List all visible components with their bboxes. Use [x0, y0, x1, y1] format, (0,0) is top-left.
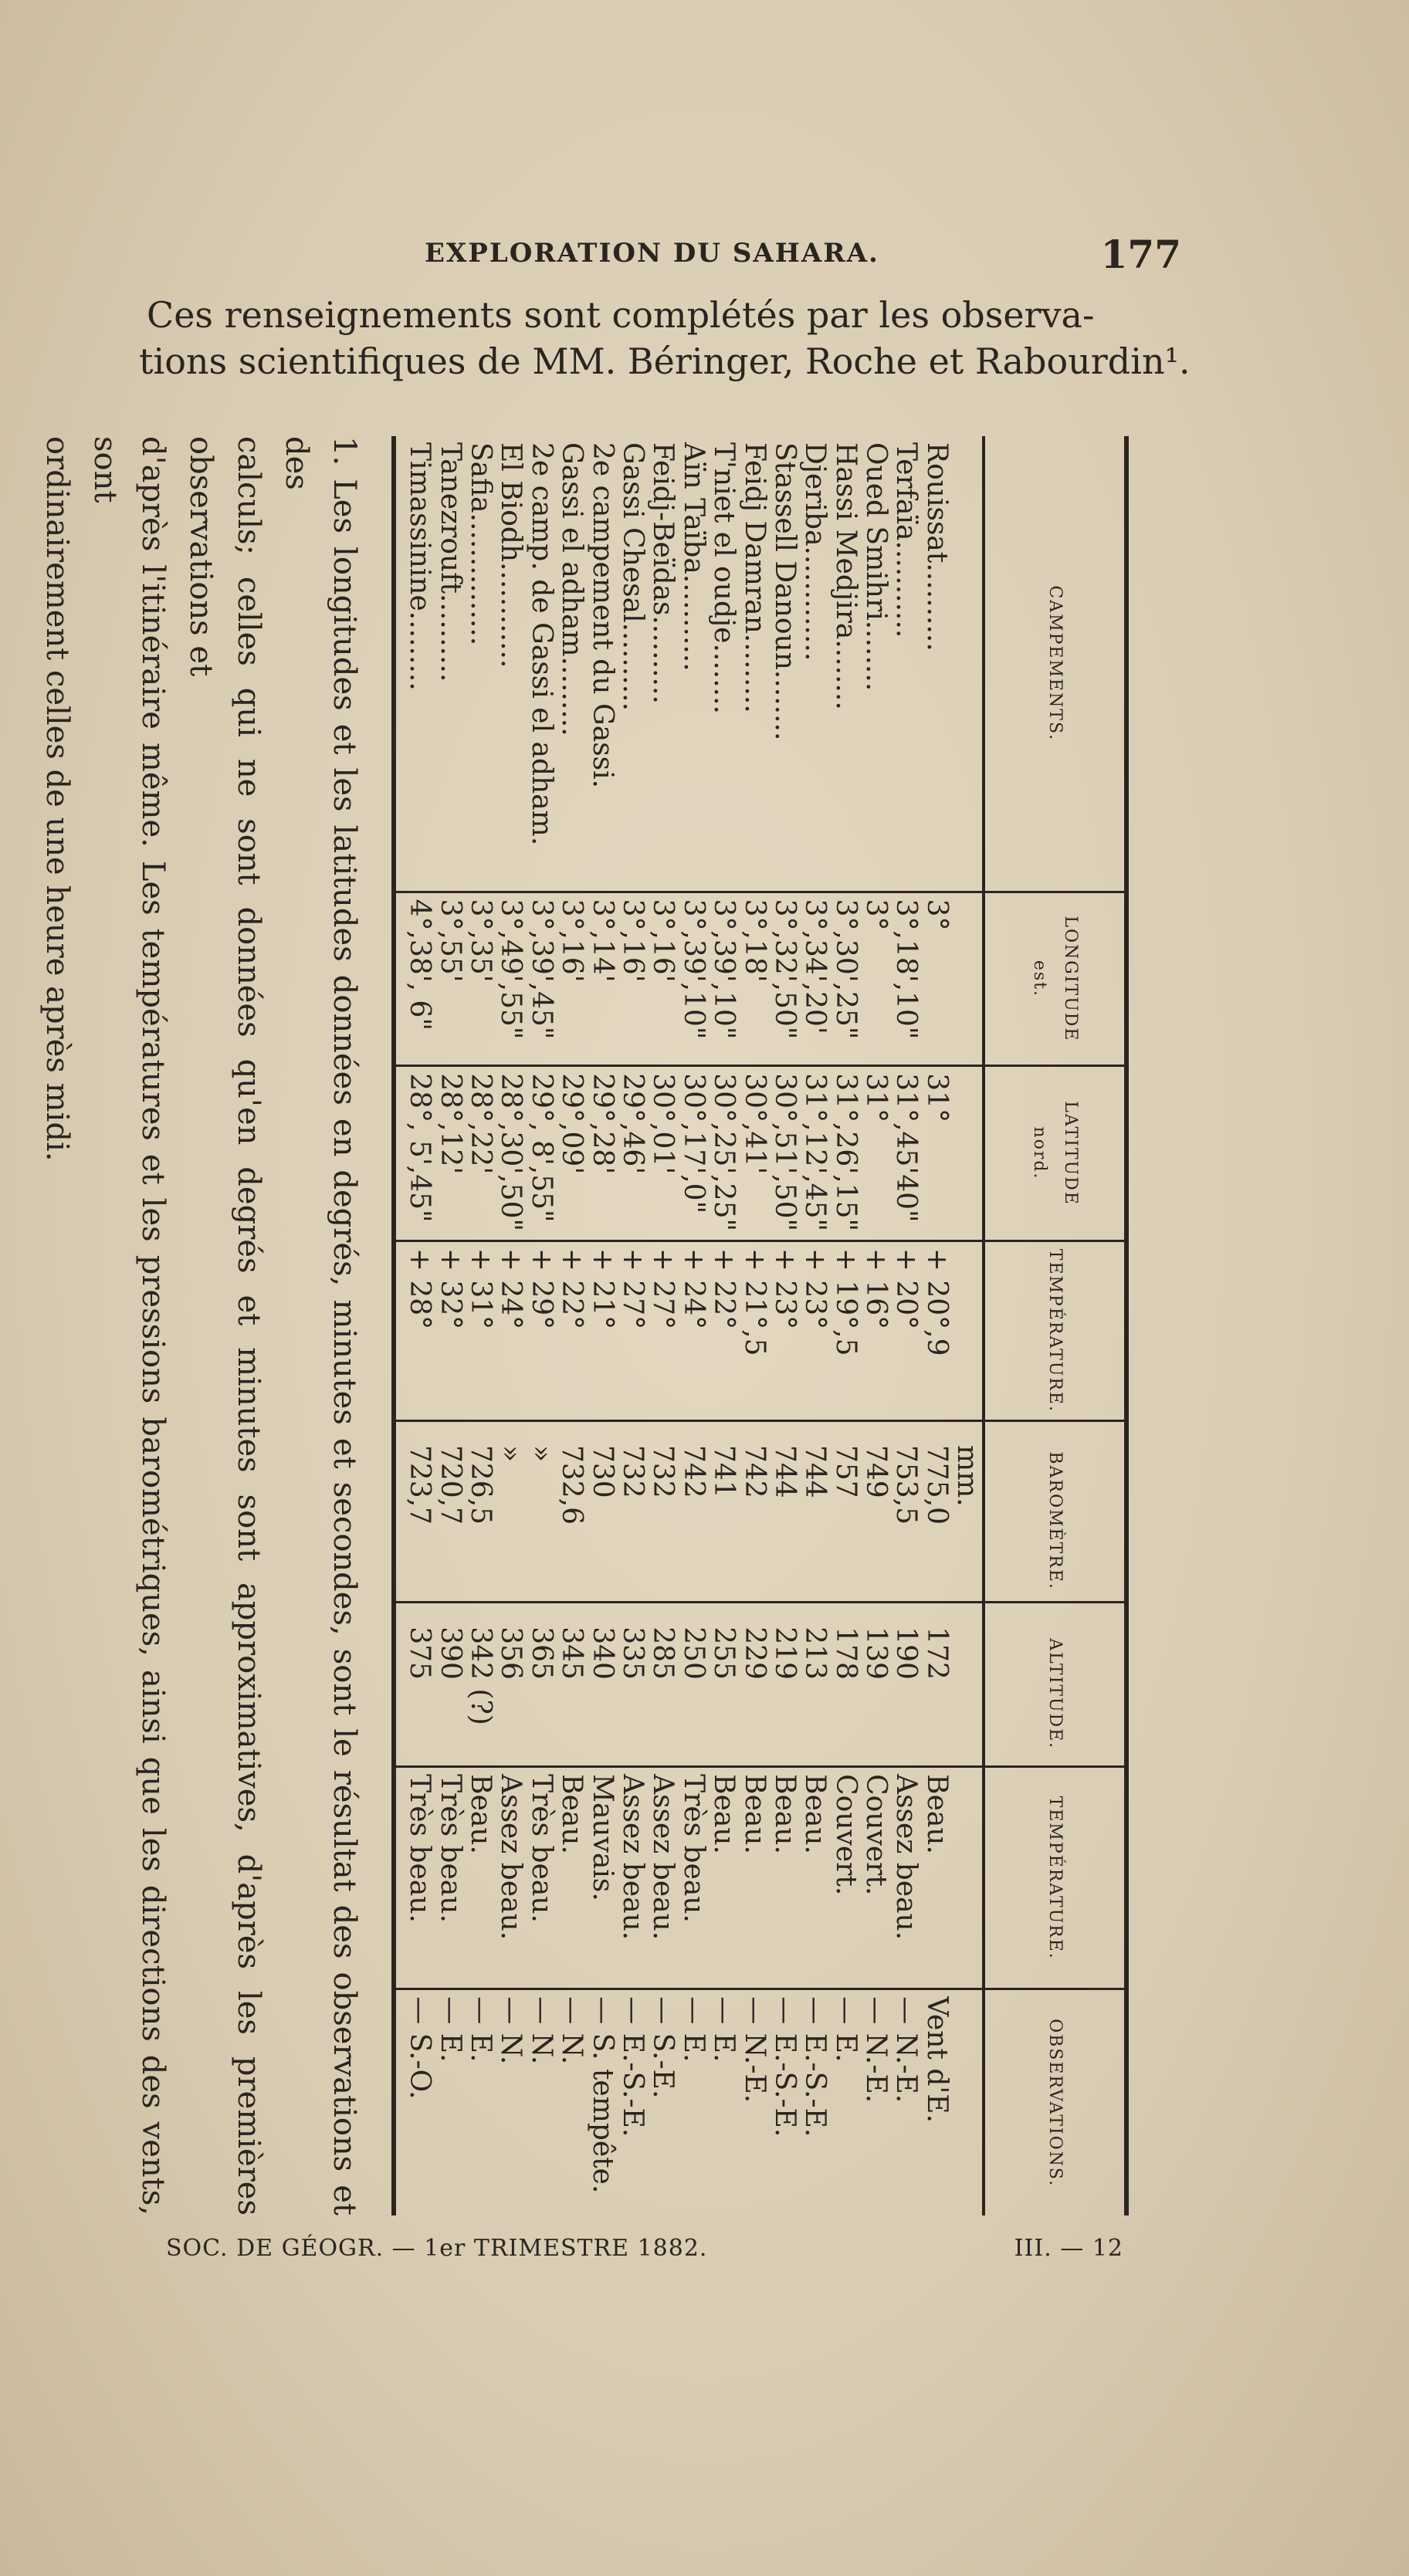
footnote: [33, 436, 368, 2215]
cell-campement: Stassell Danoun........: [768, 442, 801, 741]
cell-campement: Rouissat..........: [920, 442, 953, 652]
cell-sky: Très beau.: [394, 1767, 435, 1989]
cell-altitude: 342 (?): [465, 1603, 495, 1767]
cell-altitude: 365: [526, 1603, 556, 1767]
cell-observation: — E.-S.-E.: [769, 1989, 799, 2215]
footnote-line: calculs; celles qui ne sont données qu'en degrés et minutes sont approximatives, d'après les premières observations et: [183, 436, 266, 2215]
unit-cell: [952, 1989, 984, 2215]
cell-longitude: 3°,39',10": [708, 892, 738, 1066]
cell-campement: T'niet el oudje........: [708, 442, 740, 715]
cell-observation: — E.: [678, 1989, 708, 2215]
cell-barometre: 775,0: [921, 1421, 951, 1603]
footer-sheet-number: III. — 12: [1014, 2235, 1123, 2262]
unit-cell: [952, 1767, 984, 1989]
cell-longitude: 3°,16': [648, 892, 678, 1066]
cell-observation: — S.-E.: [648, 1989, 678, 2215]
cell-sky: Très beau.: [526, 1767, 556, 1989]
cell-altitude: 229: [739, 1603, 769, 1767]
cell-sky: Couvert.: [860, 1767, 890, 1989]
unit-cell: mm.: [952, 1421, 984, 1603]
cell-barometre: 720,7: [435, 1421, 465, 1603]
cell-latitude: 29°, 8',55": [526, 1066, 556, 1241]
cell-longitude: 3°,34',20': [800, 892, 830, 1066]
cell-observation: — S.-O.: [394, 1989, 435, 2215]
cell-sky: Assez beau.: [891, 1767, 921, 1989]
cell-campement: Feidj-Beïdas..........: [647, 442, 679, 704]
cell-observation: — E.: [435, 1989, 465, 2215]
cell-sky: Beau.: [465, 1767, 495, 1989]
cell-altitude: 250: [678, 1603, 708, 1767]
footnote-line: d'après l'itinéraire même. Les températures et les pressions barométriques, ainsi que les directions des vents, sont: [87, 436, 171, 2215]
cell-temperature: + 22°: [556, 1241, 586, 1420]
unit-cell: [952, 1066, 984, 1241]
cell-barometre: 741: [708, 1421, 738, 1603]
unit-cell: [952, 1603, 984, 1767]
cell-latitude: 29°,28': [587, 1066, 617, 1241]
running-title: EXPLORATION DU SAHARA.: [425, 238, 879, 269]
running-head: [425, 232, 1181, 278]
cell-campement: Oued Smihri........: [860, 442, 892, 692]
header-observations: OBSERVATIONS.: [984, 1989, 1126, 2215]
cell-campement: Djeriba.............: [799, 442, 832, 662]
cell-sky: Très beau.: [678, 1767, 708, 1989]
cell-sky: Beau.: [769, 1767, 799, 1989]
cell-longitude: 3°: [921, 892, 951, 1066]
page-footer: [166, 2235, 1123, 2273]
table-row: [708, 436, 738, 2215]
cell-barometre: »: [526, 1421, 556, 1603]
table-row: [921, 436, 951, 2215]
cell-barometre: 749: [860, 1421, 890, 1603]
cell-temperature: + 24°: [678, 1241, 708, 1420]
cell-latitude: 31°,45'40": [891, 1066, 921, 1241]
cell-longitude: 4°,38', 6": [394, 892, 435, 1066]
cell-longitude: 3°,49',55": [496, 892, 526, 1066]
cell-temperature: + 21°,5: [739, 1241, 769, 1420]
cell-altitude: 190: [891, 1603, 921, 1767]
cell-sky: Beau.: [708, 1767, 738, 1989]
cell-observation: Vent d'E.: [921, 1989, 951, 2215]
cell-sky: Très beau.: [435, 1767, 465, 1989]
page-number: 177: [1100, 232, 1181, 277]
cell-barometre: 753,5: [891, 1421, 921, 1603]
cell-observation: — E.-S.-E.: [800, 1989, 830, 2215]
cell-observation: — E.: [830, 1989, 860, 2215]
cell-sky: Mauvais.: [587, 1767, 617, 1989]
cell-latitude: 28°,22': [465, 1066, 495, 1241]
header-barometre: BAROMÈTRE.: [984, 1421, 1126, 1603]
cell-temperature: + 21°: [587, 1241, 617, 1420]
table-body: [394, 436, 984, 2215]
cell-observation: — N.: [496, 1989, 526, 2215]
table-row: [435, 436, 465, 2215]
cell-altitude: 172: [921, 1603, 951, 1767]
cell-altitude: 178: [830, 1603, 860, 1767]
cell-observation: — N.: [556, 1989, 586, 2215]
cell-temperature: + 31°: [465, 1241, 495, 1420]
cell-barometre: 742: [678, 1421, 708, 1603]
cell-barometre: 730: [587, 1421, 617, 1603]
cell-barometre: 757: [830, 1421, 860, 1603]
cell-altitude: 219: [769, 1603, 799, 1767]
cell-latitude: 30°,01': [648, 1066, 678, 1241]
cell-observation: — E.-S.-E.: [617, 1989, 647, 2215]
cell-latitude: 28°,30',50": [496, 1066, 526, 1241]
cell-temperature: + 16°: [860, 1241, 890, 1420]
footnote-line: ordinairement celles de une heure après midi.: [39, 436, 75, 1162]
cell-temperature: + 24°: [496, 1241, 526, 1420]
table-row: [526, 436, 556, 2215]
table-row: [739, 436, 769, 2215]
cell-altitude: 335: [617, 1603, 647, 1767]
cell-barometre: 723,7: [394, 1421, 435, 1603]
cell-campement: 2e camp. de Gassi el adham.: [525, 442, 557, 846]
cell-observation: — N.-E.: [891, 1989, 921, 2215]
cell-observation: — E.: [465, 1989, 495, 2215]
footer-signature: SOC. DE GÉOGR. — 1er TRIMESTRE 1882.: [166, 2235, 708, 2262]
cell-altitude: 345: [556, 1603, 586, 1767]
cell-temperature: + 19°,5: [830, 1241, 860, 1420]
table-row: [830, 436, 860, 2215]
header-longitude: LONGITUDE est.: [984, 892, 1126, 1066]
cell-longitude: 3°: [860, 892, 890, 1066]
cell-campement: Hassi Medjira........: [829, 442, 862, 710]
cell-campement: Safia...............: [465, 442, 496, 646]
cell-campement: 2e campement du Gassi.: [586, 442, 618, 789]
cell-barometre: 744: [800, 1421, 830, 1603]
cell-latitude: 29°,09': [556, 1066, 586, 1241]
cell-latitude: 30°,51',50": [769, 1066, 799, 1241]
cell-campement: Tanezrouft..........: [434, 442, 466, 682]
cell-longitude: 3°,14': [587, 892, 617, 1066]
intro-line: Ces renseignements sont complétés par les observa-: [147, 294, 1095, 336]
cell-temperature: + 23°: [800, 1241, 830, 1420]
cell-campement: Timassinine.........: [403, 442, 435, 691]
table-row: [678, 436, 708, 2215]
intro-paragraph: [139, 292, 1220, 384]
header-temperature: TEMPÉRATURE.: [984, 1241, 1126, 1420]
cell-barometre: »: [496, 1421, 526, 1603]
cell-sky: Assez beau.: [496, 1767, 526, 1989]
cell-longitude: 3°,18': [739, 892, 769, 1066]
cell-sky: Beau.: [800, 1767, 830, 1989]
table-row: [556, 436, 586, 2215]
cell-latitude: 31°: [921, 1066, 951, 1241]
cell-latitude: 28°, 5',45": [394, 1066, 435, 1241]
cell-altitude: 390: [435, 1603, 465, 1767]
cell-campement: Gassi el adham.........: [556, 442, 588, 736]
unit-cell: [952, 892, 984, 1066]
cell-longitude: 3°,35': [465, 892, 495, 1066]
unit-cell: [952, 1241, 984, 1420]
footnote-line: 1. Les longitudes et les latitudes données en degrés, minutes et secondes, sont le résultat des observations et des: [279, 436, 362, 2215]
table-row: [860, 436, 890, 2215]
table-row: [496, 436, 526, 2215]
cell-temperature: + 27°: [617, 1241, 647, 1420]
cell-latitude: 30°,41': [739, 1066, 769, 1241]
cell-observation: — E.: [708, 1989, 738, 2215]
cell-latitude: 29°,46': [617, 1066, 647, 1241]
cell-longitude: 3°,30',25": [830, 892, 860, 1066]
cell-altitude: 375: [394, 1603, 435, 1767]
intro-line: tions scientifiques de MM. Béringer, Roche et Rabourdin¹.: [139, 340, 1191, 382]
cell-latitude: 31°,12',45": [800, 1066, 830, 1241]
table-row: [617, 436, 647, 2215]
cell-temperature: + 32°: [435, 1241, 465, 1420]
cell-longitude: 3°,18',10": [891, 892, 921, 1066]
header-campements: CAMPEMENTS.: [984, 436, 1126, 892]
cell-sky: Beau.: [739, 1767, 769, 1989]
cell-campement: El Biodh............: [495, 442, 527, 669]
cell-sky: Couvert.: [830, 1767, 860, 1989]
table-row: [891, 436, 921, 2215]
cell-observation: — N.-E.: [860, 1989, 890, 2215]
cell-longitude: 3°,16': [617, 892, 647, 1066]
cell-longitude: 3°,39',45": [526, 892, 556, 1066]
cell-barometre: 732: [617, 1421, 647, 1603]
unit-cell: [952, 436, 984, 892]
rotated-table-block: [39, 436, 1129, 2243]
cell-barometre: 726,5: [465, 1421, 495, 1603]
cell-altitude: 255: [708, 1603, 738, 1767]
cell-observation: — N.: [526, 1989, 556, 2215]
cell-altitude: 139: [860, 1603, 890, 1767]
table-row: [587, 436, 617, 2215]
table-row: [648, 436, 678, 2215]
cell-campement: Terfaïa...........: [890, 442, 923, 638]
cell-altitude: 356: [496, 1603, 526, 1767]
observations-table: [391, 436, 1129, 2215]
cell-temperature: + 27°: [648, 1241, 678, 1420]
cell-sky: Beau.: [556, 1767, 586, 1989]
cell-campement: Feidj Damran.........: [738, 442, 771, 713]
cell-latitude: 31°,26',15": [830, 1066, 860, 1241]
cell-latitude: 30°,25',25": [708, 1066, 738, 1241]
table-row: [800, 436, 830, 2215]
cell-sky: Assez beau.: [617, 1767, 647, 1989]
cell-observation: — S. tempête.: [587, 1989, 617, 2215]
cell-altitude: 285: [648, 1603, 678, 1767]
header-latitude: LATITUDE nord.: [984, 1066, 1126, 1241]
header-altitude: ALTITUDE.: [984, 1603, 1126, 1767]
cell-barometre: 742: [739, 1421, 769, 1603]
cell-temperature: + 20°,9: [921, 1241, 951, 1420]
cell-latitude: 31°: [860, 1066, 890, 1241]
cell-longitude: 3°,55': [435, 892, 465, 1066]
cell-latitude: 28°,12': [435, 1066, 465, 1241]
units-row: [952, 436, 984, 2215]
cell-campement: Aïn Taïba...........: [677, 442, 710, 672]
cell-barometre: 732,6: [556, 1421, 586, 1603]
cell-temperature: + 23°: [769, 1241, 799, 1420]
cell-longitude: 3°,32',50": [769, 892, 799, 1066]
header-temperature-sky: TEMPÉRATURE.: [984, 1767, 1126, 1989]
cell-temperature: + 28°: [394, 1241, 435, 1420]
cell-observation: — N.-E.: [739, 1989, 769, 2215]
table-header-row: [984, 436, 1126, 2215]
table-row: [394, 436, 435, 2215]
cell-latitude: 30°,17',0": [678, 1066, 708, 1241]
cell-temperature: + 29°: [526, 1241, 556, 1420]
cell-campement: Gassi Chesal..........: [616, 442, 649, 712]
cell-barometre: 744: [769, 1421, 799, 1603]
cell-altitude: 340: [587, 1603, 617, 1767]
cell-longitude: 3°,16': [556, 892, 586, 1066]
cell-sky: Beau.: [921, 1767, 951, 1989]
table-row: [769, 436, 799, 2215]
cell-temperature: + 20°: [891, 1241, 921, 1420]
cell-temperature: + 22°: [708, 1241, 738, 1420]
table-row: [465, 436, 495, 2215]
cell-barometre: 732: [648, 1421, 678, 1603]
cell-altitude: 213: [800, 1603, 830, 1767]
cell-sky: Assez beau.: [648, 1767, 678, 1989]
cell-longitude: 3°,39',10": [678, 892, 708, 1066]
